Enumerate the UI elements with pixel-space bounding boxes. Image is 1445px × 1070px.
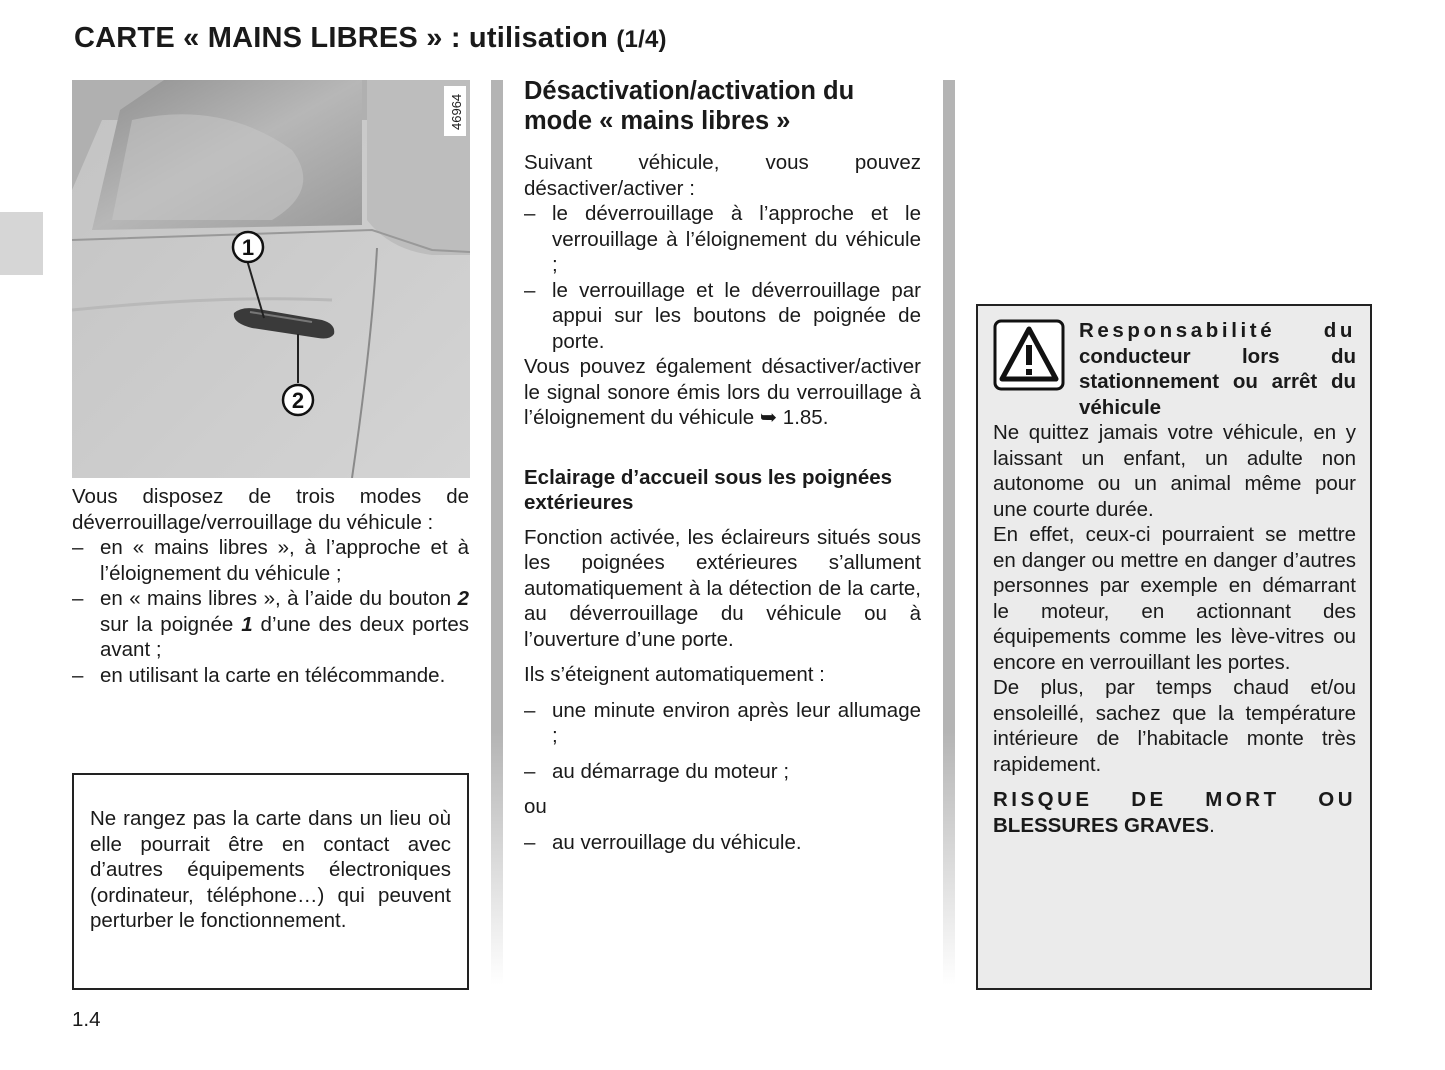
left-column-text (72, 484, 469, 688)
text-segment: Vous pouvez également désactiver/activer le signal sonore émis lors du verrouillage à l’éloignement du véhicule (524, 355, 921, 429)
middle-para: Fonction activée, les éclaireurs situés sous les poignées extérieures s’allument automatiquement à la détection de la carte, au déverrouillage du véhicule ou à l’ouverture d’une porte. (524, 525, 921, 651)
column-divider-left (491, 80, 503, 985)
text-segment: d’une des deux portes avant ; (100, 612, 469, 661)
middle-para: Ils s’éteignent automatiquement : (524, 663, 825, 686)
list-item: – au démarrage du moteur ; (524, 759, 921, 785)
list-item: – en « mains libres », à l’approche et à l’éloignement du véhicule ; (72, 535, 469, 586)
warning-box (976, 304, 1372, 990)
switch-off-list (524, 759, 921, 785)
door-handle-illustration (72, 80, 470, 478)
switch-off-list (524, 698, 921, 749)
warning-header (993, 318, 1356, 420)
handle-ref-1: 1 (241, 612, 253, 636)
list-item: – le déverrouillage à l’approche et le verrouillage à l’éloignement du véhicule ; (524, 201, 921, 278)
left-intro: Vous disposez de trois modes de déverrouillage/verrouillage du véhicule : (72, 485, 469, 534)
note-text: Ne rangez pas la carte dans un lieu où elle pourrait être en contact avec d’autres équipements électroniques (ordinateur, téléphone…) qui peuvent perturber le fonctionnement. (90, 807, 451, 932)
callout-1-label: 1 (241, 235, 255, 260)
risk-text-a: RISQUE DE MORT OU (993, 788, 1356, 811)
or-text: ou (524, 795, 547, 818)
warning-risk (993, 787, 1356, 838)
list-item (72, 586, 469, 663)
chapter-tab (0, 212, 43, 275)
list-item: – en utilisant la carte en télécommande. (72, 663, 469, 689)
warning-para: Ne quittez jamais votre véhicule, en y laissant un enfant, un adulte non autonome ou un animal même pour une courte durée. (993, 421, 1356, 521)
risk-text-end: . (1209, 813, 1215, 837)
figure-ref-code: 46964 (449, 93, 464, 130)
text-segment: en « mains libres », à l’aide du bouton (100, 587, 458, 610)
unlock-modes-list (72, 535, 469, 688)
list-item: – au verrouillage du véhicule. (524, 830, 921, 856)
column-divider-right (943, 80, 955, 985)
warning-para: De plus, par temps chaud et/ou ensoleillé, sachez que la température intérieure de l’habitacle monte très rapidement. (993, 676, 1356, 776)
risk-text-b: BLESSURES GRAVES (993, 813, 1210, 837)
disable-options-list (524, 201, 921, 354)
middle-para (524, 354, 921, 431)
text-segment: sur la poignée (100, 612, 242, 636)
warning-title-rest: conducteur lors du stationnement ou arrêt du véhicule (1079, 344, 1356, 419)
warning-triangle-icon (993, 319, 1065, 391)
list-item: – le verrouillage et le déverrouillage par appui sur les boutons de poignée de porte. (524, 278, 921, 355)
page-title (74, 22, 667, 55)
warning-para: En effet, ceux-ci pourraient se mettre en danger ou mettre en danger d’autres personnes par exemple en démarrant le moteur, en actionnant des équipements comme les lève-vitres ou encore en verrouillant les portes. (993, 523, 1356, 674)
page-part: (1/4) (616, 26, 667, 53)
button-ref-2: 2 (457, 587, 469, 610)
door-illustration-svg (72, 80, 470, 478)
middle-column (524, 76, 921, 855)
warning-title-first: Responsabilité du (1079, 319, 1356, 342)
warning-title (1079, 318, 1356, 420)
middle-intro: Suivant véhicule, vous pouvez désactiver/activer : (524, 151, 921, 200)
note-box (72, 773, 469, 990)
switch-off-list (524, 830, 921, 856)
section-heading: Désactivation/activation du mode « mains libres » (524, 77, 855, 135)
page-title-text: CARTE « MAINS LIBRES » : utilisation (74, 22, 609, 54)
list-item: – une minute environ après leur allumage ; (524, 698, 921, 749)
callout-2-label: 2 (291, 388, 305, 413)
subsection-heading: Eclairage d’accueil sous les poignées extérieures (524, 465, 893, 514)
page-reference: ➥ 1.85. (759, 406, 829, 429)
page-number: 1.4 (72, 1008, 101, 1031)
